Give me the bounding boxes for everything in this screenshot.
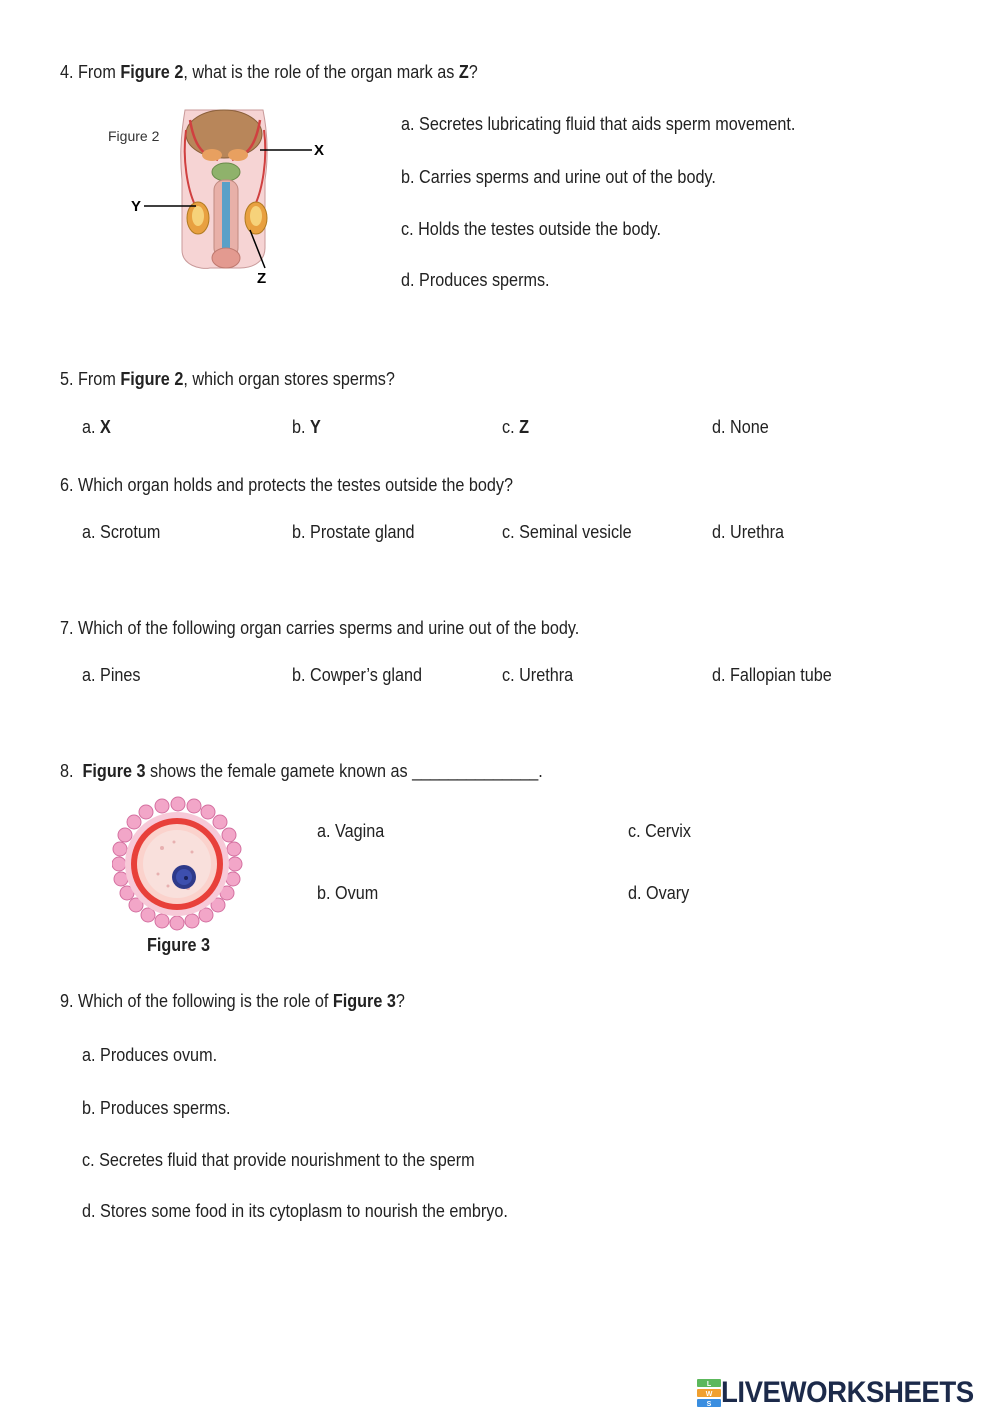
q4-option-a[interactable]: a. Secretes lubricating fluid that aids sperm movement. bbox=[401, 114, 796, 134]
liveworksheets-logo[interactable] bbox=[697, 1378, 996, 1408]
q9-option-c[interactable]: c. Secretes fluid that provide nourishment to the sperm bbox=[82, 1150, 475, 1170]
question-5: 5. From Figure 2, which organ stores sperms? bbox=[60, 369, 395, 389]
q4-option-b[interactable]: b. Carries sperms and urine out of the body. bbox=[401, 167, 716, 187]
q9-option-a[interactable]: a. Produces ovum. bbox=[82, 1045, 218, 1065]
question-8: 8. Figure 3 shows the female gamete known as ______________. bbox=[60, 761, 543, 781]
svg-text:S: S bbox=[706, 1401, 712, 1407]
figure-2-label-y: Y bbox=[131, 198, 142, 215]
question-7: 7. Which of the following organ carries sperms and urine out of the body. bbox=[60, 618, 580, 638]
q8-option-a[interactable]: a. Vagina bbox=[317, 821, 385, 841]
figure-3-ovum-image bbox=[112, 796, 244, 932]
q9-option-b[interactable]: b. Produces sperms. bbox=[82, 1098, 231, 1118]
q5-option-d[interactable]: d. None bbox=[712, 417, 769, 437]
liveworksheets-logo-icon bbox=[697, 1379, 721, 1407]
liveworksheets-logo-text: LIVEWORKSHEETS bbox=[721, 1376, 974, 1409]
figure-2-label-z: Z bbox=[257, 270, 267, 287]
figure-2-ref: Figure 2 bbox=[120, 62, 184, 82]
figure-3-caption: Figure 3 bbox=[147, 935, 211, 955]
figure-2-caption: Figure 2 bbox=[108, 128, 160, 144]
q7-option-d[interactable]: d. Fallopian tube bbox=[712, 665, 832, 685]
q5-option-c[interactable]: c. Z bbox=[502, 417, 530, 437]
q9-option-d[interactable]: d. Stores some food in its cytoplasm to nourish the embryo. bbox=[82, 1201, 508, 1221]
q5-option-a[interactable]: a. X bbox=[82, 417, 111, 437]
figure-2-reproductive-diagram bbox=[100, 100, 340, 290]
question-6: 6. Which organ holds and protects the testes outside the body? bbox=[60, 475, 513, 495]
q8-option-b[interactable]: b. Ovum bbox=[317, 883, 379, 903]
q6-option-d[interactable]: d. Urethra bbox=[712, 522, 785, 542]
q5-option-b[interactable]: b. Y bbox=[292, 417, 321, 437]
q4-option-c[interactable]: c. Holds the testes outside the body. bbox=[401, 219, 661, 239]
q6-option-a[interactable]: a. Scrotum bbox=[82, 522, 161, 542]
svg-text:W: W bbox=[705, 1391, 713, 1398]
q7-option-b[interactable]: b. Cowper’s gland bbox=[292, 665, 422, 685]
q7-option-a[interactable]: a. Pines bbox=[82, 665, 141, 685]
q4-option-d[interactable]: d. Produces sperms. bbox=[401, 270, 550, 290]
q8-option-c[interactable]: c. Cervix bbox=[628, 821, 692, 841]
question-4: 4. From Figure 2, what is the role of the organ mark as Z? bbox=[60, 62, 478, 82]
svg-text:L: L bbox=[706, 1381, 712, 1388]
q7-option-c[interactable]: c. Urethra bbox=[502, 665, 574, 685]
question-9: 9. Which of the following is the role of Figure 3? bbox=[60, 991, 405, 1011]
q8-option-d[interactable]: d. Ovary bbox=[628, 883, 690, 903]
q6-option-b[interactable]: b. Prostate gland bbox=[292, 522, 415, 542]
figure-2-label-x: X bbox=[314, 142, 325, 159]
q6-option-c[interactable]: c. Seminal vesicle bbox=[502, 522, 632, 542]
